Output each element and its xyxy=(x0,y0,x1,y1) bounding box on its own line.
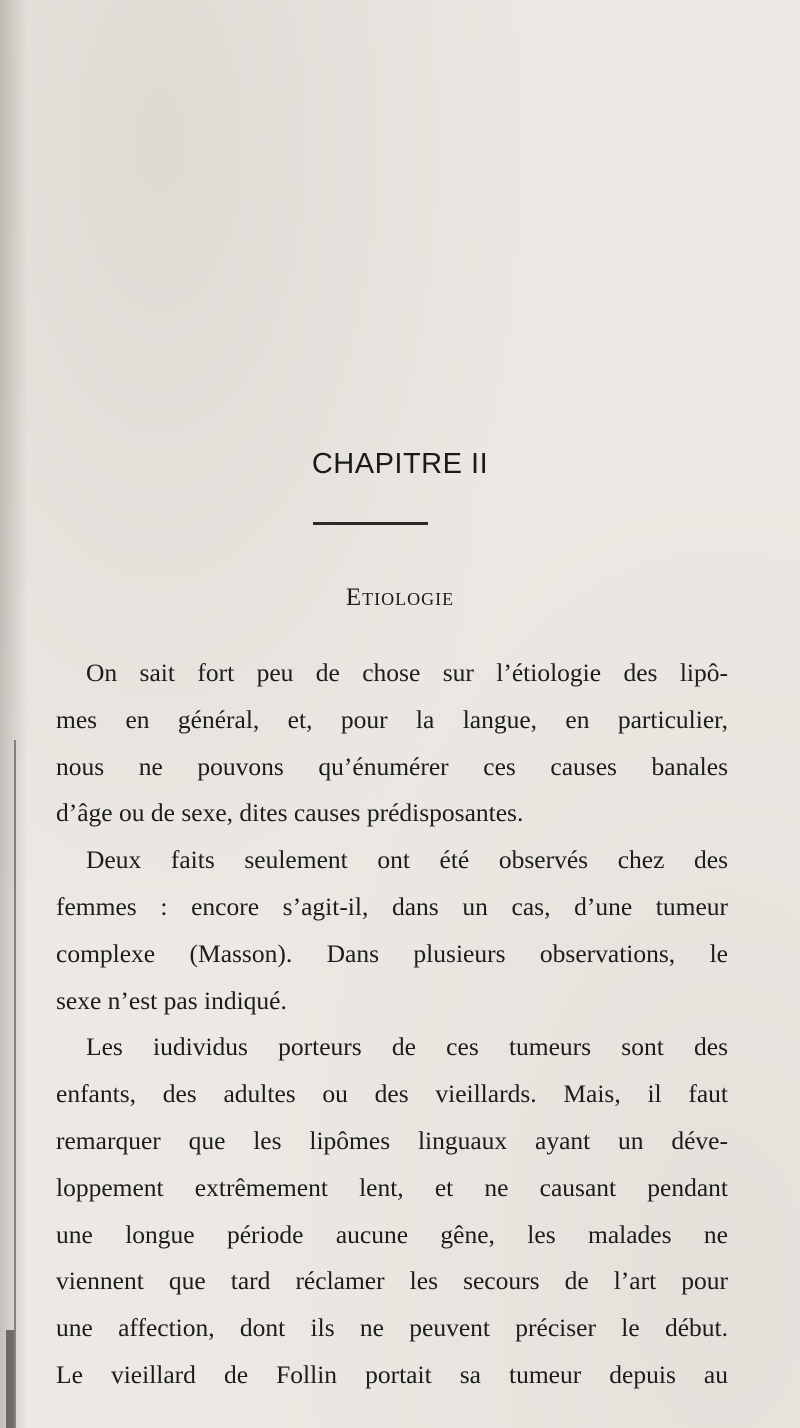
binding-edge-line xyxy=(14,740,16,1428)
text-line: femmes : encore s’agit-il, dans un cas, d’une tumeur xyxy=(56,891,728,921)
text-line: mes en général, et, pour la langue, en particulier, xyxy=(56,704,728,734)
text-line: une longue période aucune gêne, les malades ne xyxy=(56,1219,728,1249)
body-text xyxy=(56,650,728,1399)
text-line: une affection, dont ils ne peuvent préciser le début. xyxy=(56,1313,728,1343)
text-line: loppement extrêmement lent, et ne causant pendant xyxy=(56,1172,728,1202)
binding-edge-line xyxy=(6,1330,14,1428)
text-line: nous ne pouvons qu’énumérer ces causes banales xyxy=(56,751,728,781)
text-line: complexe (Masson). Dans plusieurs observations, le xyxy=(56,938,728,968)
text-line: d’âge ou de sexe, dites causes prédisposantes. xyxy=(56,798,524,828)
section-title: Etiologie xyxy=(345,584,455,611)
paragraph-3 xyxy=(56,1024,728,1398)
heading-rule xyxy=(313,522,428,525)
paragraph-1 xyxy=(56,650,728,837)
text-line: On sait fort peu de chose sur l’étiologie des lipô- xyxy=(86,658,728,687)
text-line: enfants, des adultes ou des vieillards. Mais, il faut xyxy=(56,1079,728,1109)
text-line: Le vieillard de Follin portait sa tumeur depuis au xyxy=(56,1359,728,1389)
chapter-heading: CHAPITRE II xyxy=(311,448,489,480)
text-line: Deux faits seulement ont été observés chez des xyxy=(86,845,728,875)
text-line: remarquer que les lipômes linguaux ayant un déve- xyxy=(56,1125,728,1155)
paragraph-2 xyxy=(56,837,728,1024)
text-line: Les iudividus porteurs de ces tumeurs sont des xyxy=(86,1032,728,1062)
text-line: viennent que tard réclamer les secours de l’art pour xyxy=(56,1266,728,1296)
text-line: sexe n’est pas indiqué. xyxy=(56,985,287,1015)
